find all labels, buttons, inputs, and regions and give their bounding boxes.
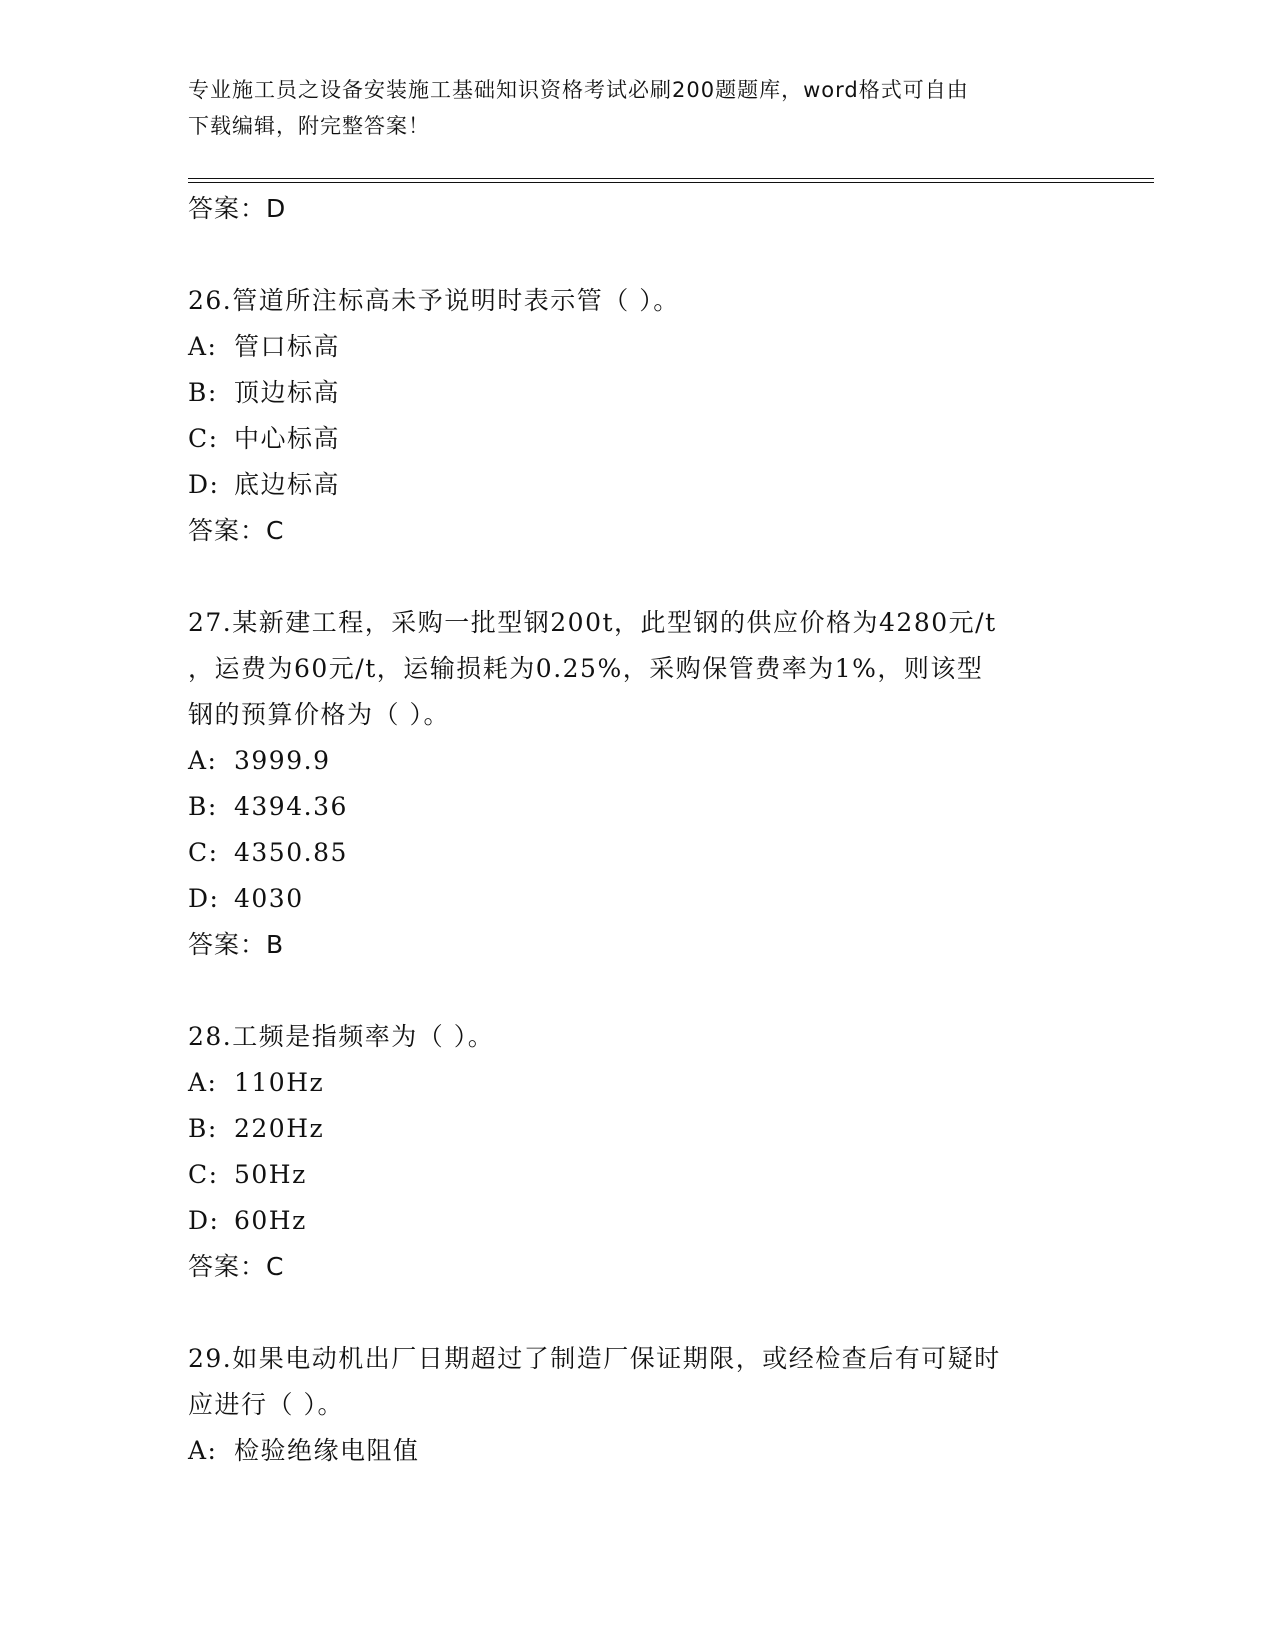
option-a [188, 1428, 1088, 1474]
option-key: B: [188, 378, 218, 407]
option-key: C: [188, 1160, 219, 1189]
option-text: 底边标高 [234, 470, 341, 499]
option-text: 110Hz [234, 1068, 325, 1097]
option-text: 中心标高 [234, 424, 341, 453]
option-a [188, 1060, 1088, 1106]
answer-line: 答案：C [188, 1252, 285, 1281]
question-list [188, 186, 1088, 1474]
question-stem: ，运费为60元/t，运输损耗为0.25%，采购保管费率为1%，则该型 [188, 654, 984, 683]
question-block [188, 1336, 1088, 1474]
spacer [188, 1290, 1088, 1336]
option-key: C: [188, 424, 219, 453]
spacer [188, 968, 1088, 1014]
question-block [188, 1014, 1088, 1290]
answer-line: 答案：C [188, 516, 285, 545]
question-stem: 29.如果电动机出厂日期超过了制造厂保证期限，或经检查后有可疑时 [188, 1344, 1001, 1373]
option-key: B: [188, 792, 218, 821]
spacer [188, 232, 1088, 278]
option-text: 顶边标高 [234, 378, 341, 407]
option-text: 220Hz [234, 1114, 325, 1143]
question-stem: 26.管道所注标高未予说明时表示管（ ）。 [188, 286, 680, 315]
question-block [188, 278, 1088, 554]
option-text: 60Hz [234, 1206, 307, 1235]
option-d [188, 876, 1088, 922]
question-stem: 28.工频是指频率为（ ）。 [188, 1022, 495, 1051]
option-key: C: [188, 838, 219, 867]
option-key: D: [188, 1206, 220, 1235]
question-block [188, 600, 1088, 968]
header-line-1: 专业施工员之设备安装施工基础知识资格考试必刷200题题库，word格式可自由 [188, 78, 969, 102]
option-text: 4030 [234, 884, 304, 913]
option-text: 3999.9 [234, 746, 331, 775]
option-text: 管口标高 [234, 332, 341, 361]
answer-line: 答案：D [188, 194, 287, 223]
answer-line: 答案：B [188, 930, 285, 959]
question-stem: 应进行（ ）。 [188, 1390, 344, 1419]
option-b [188, 1106, 1088, 1152]
option-b [188, 784, 1088, 830]
option-key: A: [188, 746, 218, 775]
option-text: 检验绝缘电阻值 [234, 1436, 420, 1465]
header-line-2: 下载编辑，附完整答案！ [188, 114, 430, 138]
option-text: 4350.85 [234, 838, 348, 867]
option-d [188, 462, 1088, 508]
option-c [188, 1152, 1088, 1198]
option-b [188, 370, 1088, 416]
option-a [188, 324, 1088, 370]
option-key: D: [188, 884, 220, 913]
question-stem: 27.某新建工程，采购一批型钢200t，此型钢的供应价格为4280元/t [188, 608, 997, 637]
option-key: B: [188, 1114, 218, 1143]
option-text: 4394.36 [234, 792, 348, 821]
option-text: 50Hz [234, 1160, 307, 1189]
option-key: A: [188, 332, 218, 361]
page-header [188, 72, 1078, 144]
header-divider-bottom [188, 182, 1154, 183]
option-key: D: [188, 470, 220, 499]
option-c [188, 416, 1088, 462]
option-a [188, 738, 1088, 784]
spacer [188, 554, 1088, 600]
option-c [188, 830, 1088, 876]
option-key: A: [188, 1436, 218, 1465]
option-key: A: [188, 1068, 218, 1097]
question-stem: 钢的预算价格为（ ）。 [188, 700, 450, 729]
option-d [188, 1198, 1088, 1244]
header-divider-top [188, 178, 1154, 179]
